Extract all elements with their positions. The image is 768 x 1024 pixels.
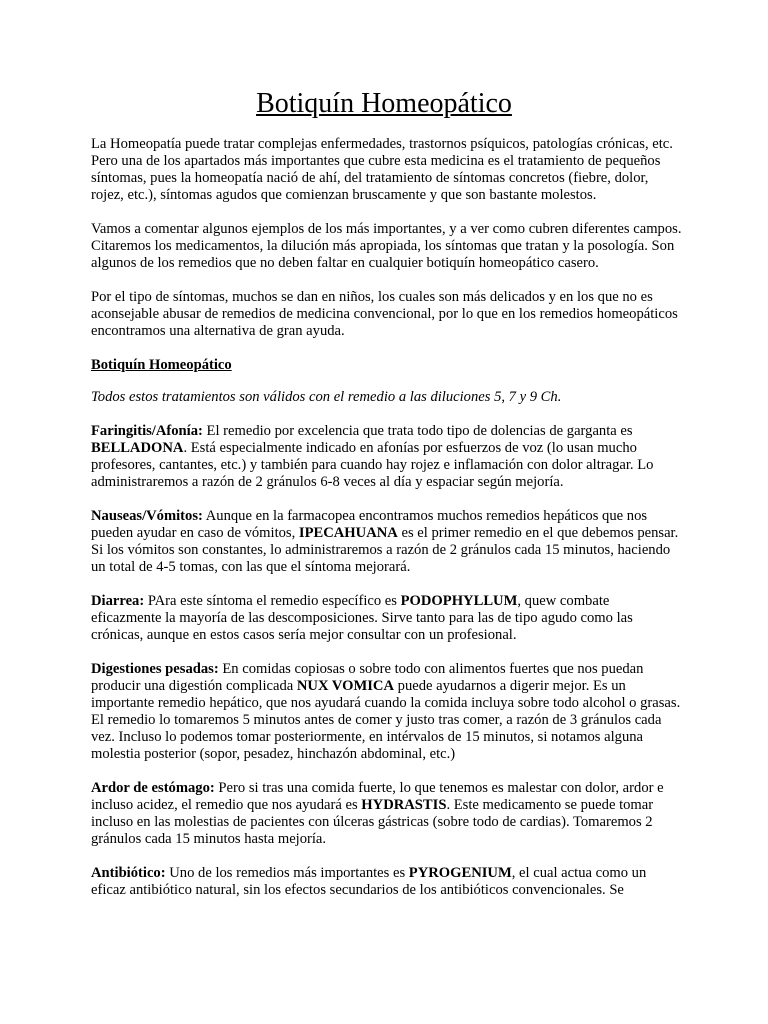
remedy-label: Diarrea: xyxy=(91,593,145,609)
remedy-text: Uno de los remedios más importantes es xyxy=(165,865,409,881)
intro-paragraph-2: Vamos a comentar algunos ejemplos de los más importantes, y a ver como cubren diferentes campos. Citaremos los medicamentos, la dilución más apropiada, los síntomas que tratan y la posología. Son algunos de los remedios que no deben faltar en cualquier botiquín homeopático casero. xyxy=(91,221,682,271)
remedy-name: IPECAHUANA xyxy=(298,525,398,541)
remedy-paragraph-faringitis xyxy=(91,423,682,491)
remedy-text: . Está especialmente indicado en afonías por esfuerzos de voz (lo usan mucho profesores, cantantes, etc.) y también para cuando hay rojez e inflamación con dolor altragar. Lo administraremos a razón de 2 gránulos 6-8 veces al día y espaciar según mejoría. xyxy=(91,440,654,490)
remedy-paragraph-antibiotico xyxy=(91,865,682,899)
remedy-label: Faringitis/Afonía: xyxy=(91,423,203,439)
remedy-name: PODOPHYLLUM xyxy=(400,593,518,609)
remedy-label: Nauseas/Vómitos: xyxy=(91,508,203,524)
remedy-text: . Este medicamento se puede tomar incluso en las molestias de pacientes con úlceras gástricas (sobre todo de cardias). Tomaremos 2 gránulos cada 15 minutos hasta mejoría. xyxy=(91,797,654,847)
remedy-paragraph-ardor xyxy=(91,780,682,848)
intro-paragraph-3: Por el tipo de síntomas, muchos se dan en niños, los cuales son más delicados y en los que no es aconsejable abusar de remedios de medicina convencional, por lo que en los remedios homeopáticos encontramos una alternativa de gran ayuda. xyxy=(91,289,678,339)
remedy-text: Pero si tras una comida fuerte, lo que tenemos es malestar con dolor, ardor e incluso acidez, el remedio que nos ayudará es xyxy=(91,780,664,813)
remedy-text: PAra este síntoma el remedio específico es xyxy=(144,593,401,609)
remedy-paragraph-nauseas xyxy=(91,508,682,576)
remedy-name: PYROGENIUM xyxy=(408,865,512,881)
document-body xyxy=(91,136,682,916)
remedy-label: Antibiótico: xyxy=(91,865,166,881)
remedy-text: En comidas copiosas o sobre todo con alimentos fuertes que nos puedan producir una digestión complicada xyxy=(91,661,644,694)
remedy-paragraph-diarrea xyxy=(91,593,682,644)
remedy-text: puede ayudarnos a digerir mejor. Es un importante remedio hepático, que nos ayudará cuando la comida incluya sobre todo alcohol o grasas. El remedio lo tomaremos 5 minutos antes de comer y justo tras comer, a razón de 3 gránulos cada vez. Incluso lo podemos tomar posteriormente, en intérvalos de 15 minutos, si notamos alguna molestia posterior (sopor, pesadez, hinchazón abdominal, etc.) xyxy=(91,678,681,762)
remedy-name: HYDRASTIS xyxy=(361,797,447,813)
page-title: Botiquín Homeopático xyxy=(256,88,512,119)
remedy-paragraph-digestiones xyxy=(91,661,682,763)
remedy-name: BELLADONA xyxy=(91,440,184,456)
intro-paragraph-1: La Homeopatía puede tratar complejas enfermedades, trastornos psíquicos, patologías crónicas, etc. Pero una de los apartados más importantes que cubre esta medicina es el tratamiento de pequeños síntomas, pues la homeopatía nació de ahí, del tratamiento de síntomas concretos (fiebre, dolor, rojez, etc.), síntomas agudos que comienzan bruscamente y que son bastante molestos. xyxy=(91,136,673,203)
remedy-name: NUX VOMICA xyxy=(296,678,395,694)
remedy-text: El remedio por excelencia que trata todo tipo de dolencias de garganta es xyxy=(202,423,633,439)
remedy-label: Ardor de estómago: xyxy=(91,780,215,796)
section-subheading xyxy=(91,357,682,374)
remedy-text: , quew combate eficazmente la mayoría de las descomposiciones. Sirve tanto para las de tipo agudo como las crónicas, aunque en estos casos sería mejor consultar con un profesional. xyxy=(91,593,633,643)
remedy-text: es el primer remedio en el que debemos pensar. Si los vómitos son constantes, lo administraremos a razón de 2 gránulos cada 15 minutos, haciendo un total de 4-5 tomas, con las que el síntoma mejorará. xyxy=(91,525,679,575)
subheading-text: Botiquín Homeopático xyxy=(91,357,232,373)
remedy-text: Aunque en la farmacopea encontramos muchos remedios hepáticos que nos pueden ayudar en caso de vómitos, xyxy=(91,508,648,541)
remedy-text: , el cual actua como un eficaz antibiótico natural, sin los efectos secundarios de los antibióticos convencionales. Se xyxy=(91,865,647,898)
remedy-label: Digestiones pesadas: xyxy=(91,661,219,677)
dilution-note: Todos estos tratamientos son válidos con el remedio a las diluciones 5, 7 y 9 Ch. xyxy=(91,389,562,405)
